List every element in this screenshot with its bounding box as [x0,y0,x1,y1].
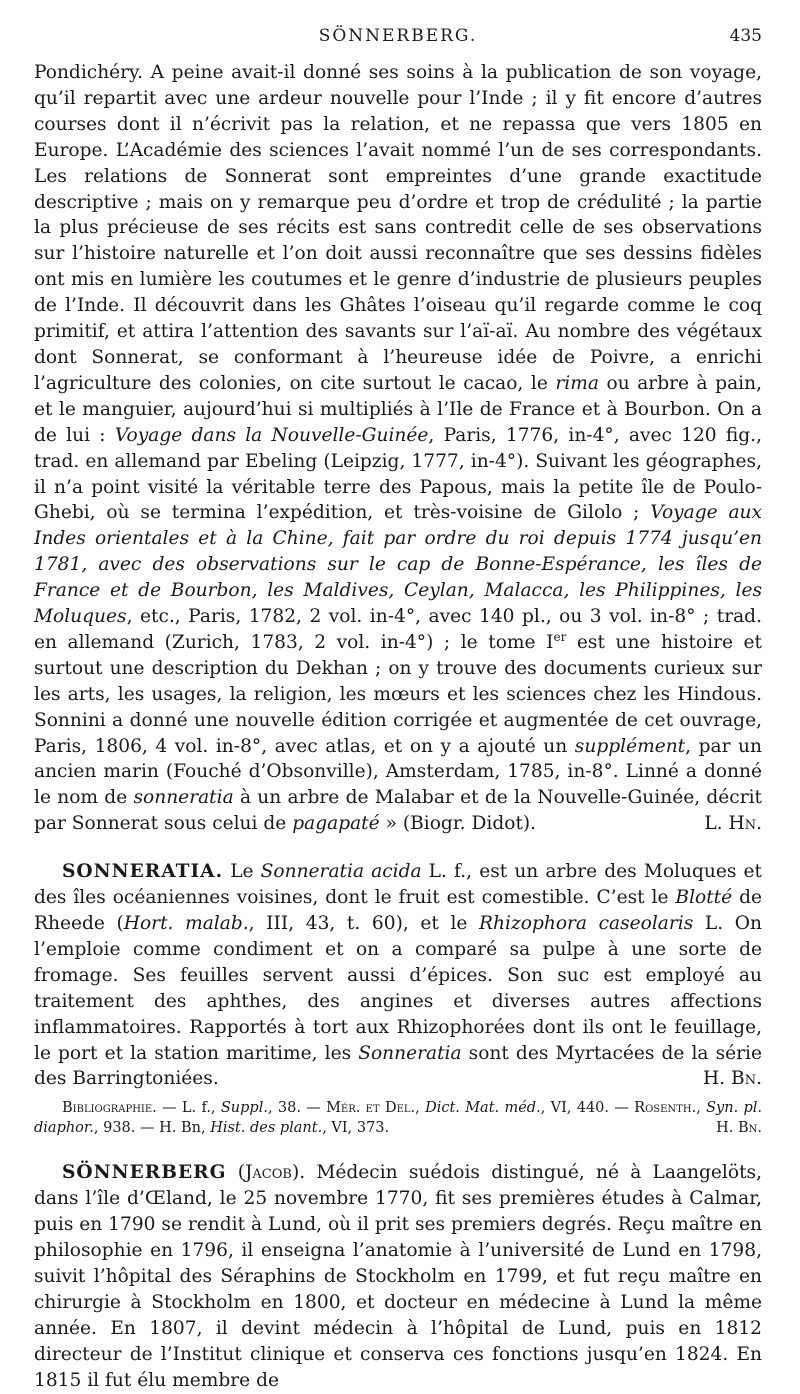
page-number: 435 [729,26,762,46]
headword-sonnerberg: SÖNNERBERG [62,1162,227,1184]
continuation-paragraph: Pondichéry. A peine avait-il donné ses soins à la publication de son voyage, qu’il repartit avec une ardeur nouvelle pour l’Inde ; il y fit encore d’autres courses dont il n’écrivit pas la relation, et ne repassa que vers 1805 en Europe. L’Académie des sciences l’avait nommé l’un de ses correspondants. Les relations de Sonnerat sont empreintes d’une grande exactitude descriptive ; mais on y remarque peu d’ordre et trop de crédulité ; la partie la plus précieuse de ses récits est sans contredit celle de ses observations sur l’histoire naturelle et l’on doit aussi reconnaître que ses dessins fidèles ont mis en lumière les coutumes et le genre d’industrie de plusieurs peuples de l’Inde. Il découvrit dans les Ghâtes l’oiseau qu’il regarde comme le coq primitif, et attira l’attention des savants sur l’aï-aï. Au nombre des végétaux dont Sonnerat, se conformant à l’heureuse idée de Poivre, a enrichi l’agriculture des colonies, on cite surtout le cacao, le rima ou arbre à pain, et le manguier, aujourd’hui si multipliés à l’Ile de France et à Bourbon. On a de lui : Voyage dans la Nouvelle-Guinée, Paris, 1776, in-4°, avec 120 fig., trad. en allemand par Ebeling (Leipzig, 1777, in-4°). Suivant les géographes, il n’a point visité la véritable terre des Papous, mais la petite île de Poulo-Ghebi, où se termina l’expédition, et très-voisine de Gilolo ; Voyage aux Indes orientales et à la Chine, fait par ordre du roi depuis 1774 jusqu’en 1781, avec des observations sur le cap de Bonne-Espérance, les îles de France et de Bourbon, les Maldives, Ceylan, Malacca, les Philippines, les Moluques, etc., Paris, 1782, 2 vol. in-4°, avec 140 pl., ou 3 vol. in-8° ; trad. en allemand (Zurich, 1783, 2 vol. in-4°) ; le tome Ier est une histoire et surtout une description du Dekhan ; on y trouve des documents curieux sur les arts, les usages, la religion, les mœurs et les sciences chez les Hindous. Sonnini a donné une nouvelle édition corrigée et augmentée de cet ouvrage, Paris, 1806, 4 vol. in-8°, avec atlas, et on y a ajouté un supplément, par un ancien marin (Fouché d’Obsonville), Amsterdam, 1785, in-8°. Linné a donné le nom de sonneratia à un arbre de Malabar et de la Nouvelle-Guinée, décrit par Sonnerat sous celui de pagapaté » (Biogr. Didot). L. Hn. [34,60,762,837]
given-name: Jacob [244,1162,292,1184]
entry-sonnerberg: SÖNNERBERG (Jacob). Médecin suédois distingué, né à Laangelöts, dans l’île d’Œland, le 25 novembre 1770, fit ses premières études à Calmar, puis en 1790 se rendit à Lund, où il prit ses premiers degrés. Reçu maître en philosophie en 1796, il enseigna l’anatomie à l’université de Lund en 1798, suivit l’hôpital des Séraphins de Stockholm en 1799, et fut reçu maître en chirurgie à Stockholm en 1800, et docteur en médecine à Lund la même année. En 1807, il devint médecin à l’hôpital de Lund, puis en 1812 directeur de l’Institut clinique et conserva ces fonctions jusqu’en 1824. En 1815 il fut élu membre de [34,1162,762,1391]
author-signature: H. Bn. [716,1120,762,1137]
author-signature: L. Hn. [704,813,762,835]
author-signature: H. Bn. [703,1068,762,1090]
running-title: SÖNNERBERG. [318,26,478,46]
headword-sonneratia: SONNERATIA. [62,861,224,883]
entry-sonneratia: SONNERATIA. Le Sonneratia acida L. f., est un arbre des Moluques et des îles océaniennes voisines, dont le fruit est comestible. C’est le Blotté de Rheede (Hort. malab., III, 43, t. 60), et le Rhizophora caseolaris L. On l’emploie comme condiment et on a comparé sa pulpe à une sorte de fromage. Ses feuilles servent aussi d’épices. Son suc est employé au traitement des aphthes, des angines et diverses autres affections inflammatoires. Rapportés à tort aux Rhizophorées dont ils ont le feuillage, le port et la station maritime, les Sonneratia sont des Myrtacées de la série des Barringtoniées. H. Bn. [34,859,762,1092]
bibliography: Bibliographie. — L. f., Suppl., 38. — Mér. et Del., Dict. Mat. méd., VI, 440. — Rosenth., Syn. pl. diaphor., 938. — H. Bn, Hist. des plant., VI, 373. H. Bn. [34,1100,763,1137]
running-head [34,26,762,56]
